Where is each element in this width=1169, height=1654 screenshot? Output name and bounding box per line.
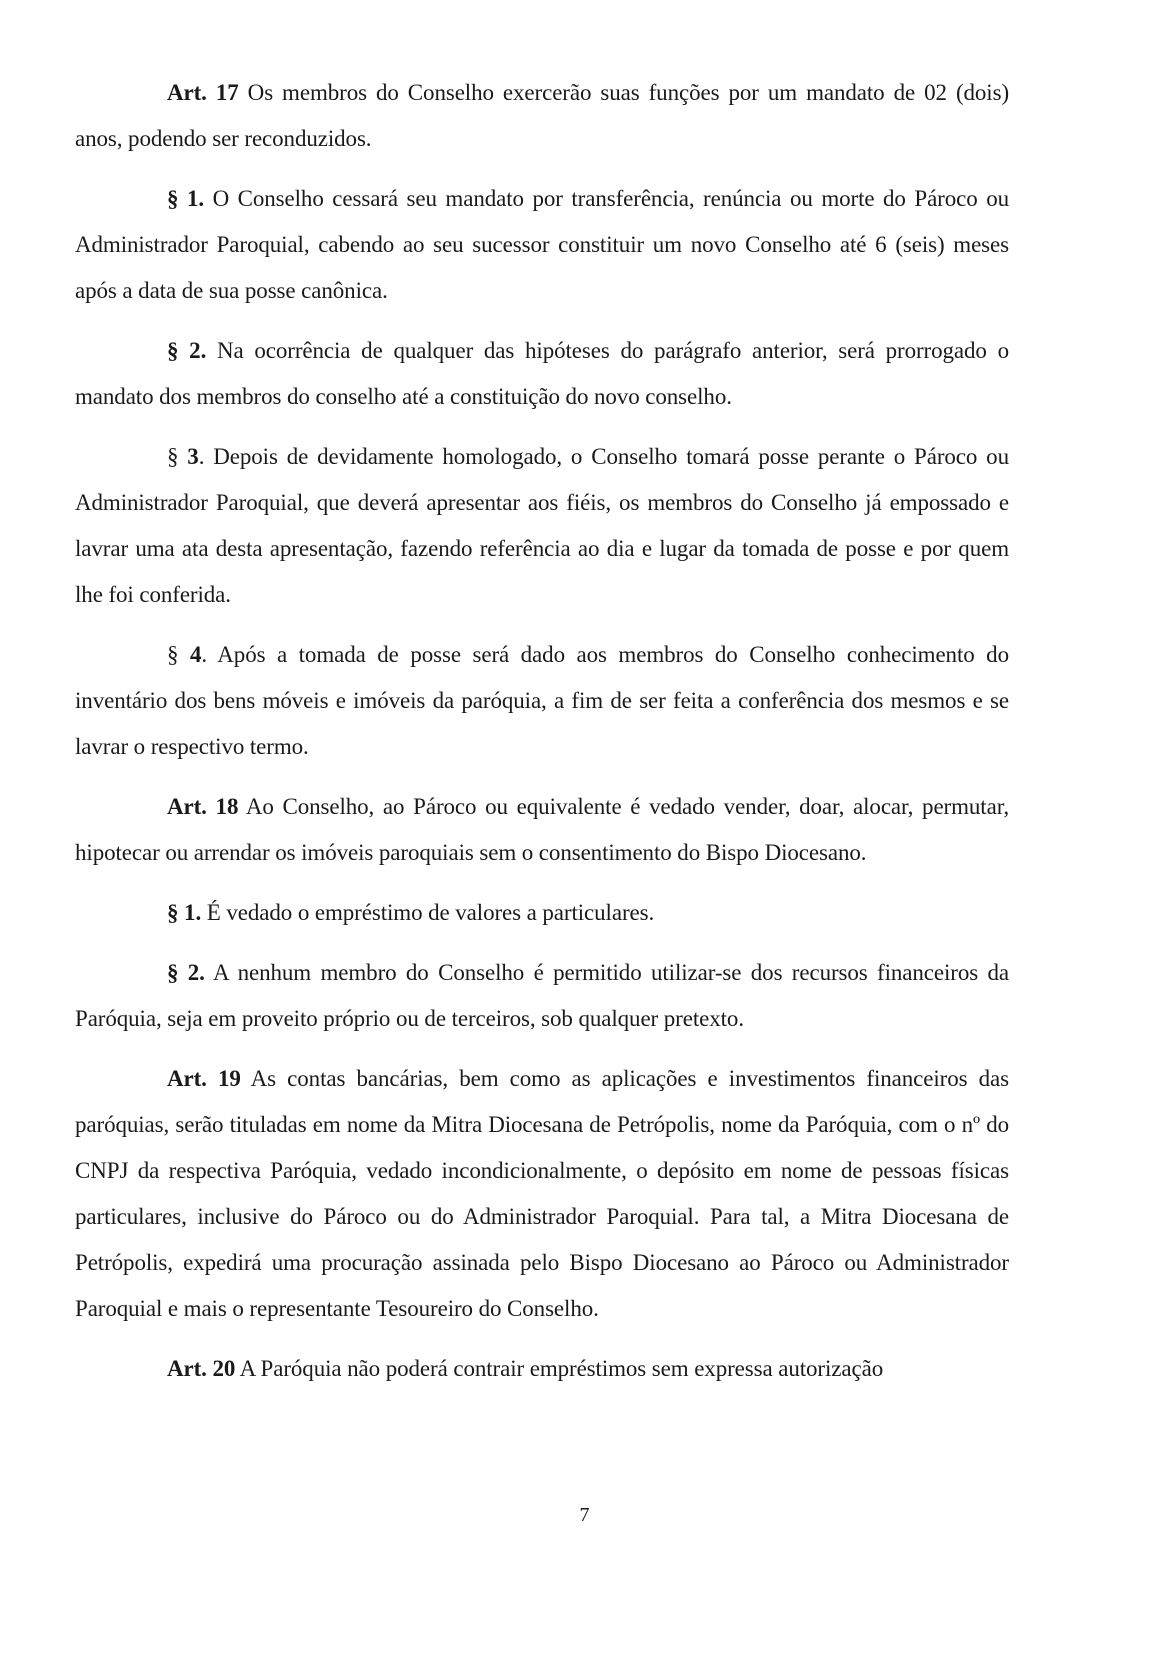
paragraph-text: A nenhum membro do Conselho é permitido utilizar-se dos recursos financeiros da Paróquia, seja em proveito próprio ou de terceiros, sob qualquer pretexto. — [75, 960, 1009, 1031]
article-17-paragraph-1 — [75, 176, 1009, 314]
paragraph-text: . Depois de devidamente homologado, o Conselho tomará posse perante o Pároco ou Administrador Paroquial, que deverá apresentar aos fiéis, os membros do Conselho já empossado e lavrar uma ata desta apresentação, fazendo referência ao dia e lugar da tomada de posse e por quem lhe foi conferida. — [75, 444, 1009, 607]
article-text: A Paróquia não poderá contrair empréstimos sem expressa autorização — [235, 1356, 884, 1381]
article-20 — [75, 1346, 1009, 1392]
paragraph-label: 3 — [187, 444, 199, 469]
article-label: Art. 19 — [167, 1066, 241, 1091]
paragraph-label: § 1. — [167, 186, 205, 211]
article-label: Art. 17 — [167, 80, 239, 105]
paragraph-text: O Conselho cessará seu mandato por transferência, renúncia ou morte do Pároco ou Administrador Paroquial, cabendo ao seu sucessor constituir um novo Conselho até 6 (seis) meses após a data de sua posse canônica. — [75, 186, 1009, 303]
article-18-paragraph-1 — [75, 890, 1009, 936]
paragraph-label: § 2. — [167, 960, 205, 985]
article-18-paragraph-2 — [75, 950, 1009, 1042]
article-text: Os membros do Conselho exercerão suas funções por um mandato de 02 (dois) anos, podendo ser reconduzidos. — [75, 80, 1009, 151]
page-number: 7 — [579, 1504, 590, 1526]
paragraph-label: § 2. — [167, 338, 207, 363]
article-text: Ao Conselho, ao Pároco ou equivalente é vedado vender, doar, alocar, permutar, hipotecar ou arrendar os imóveis paroquiais sem o consentimento do Bispo Diocesano. — [75, 794, 1009, 865]
paragraph-label: 4 — [189, 642, 202, 667]
paragraph-text: É vedado o empréstimo de valores a particulares. — [201, 900, 655, 925]
article-label: Art. 20 — [167, 1356, 236, 1381]
section-symbol: § — [167, 642, 190, 667]
document-page — [75, 70, 1009, 1406]
article-17-paragraph-4 — [75, 632, 1009, 770]
article-19 — [75, 1056, 1009, 1332]
article-label: Art. 18 — [167, 794, 239, 819]
article-18 — [75, 784, 1009, 876]
paragraph-label: § 1. — [167, 900, 202, 925]
article-text: As contas bancárias, bem como as aplicações e investimentos financeiros das paróquias, serão tituladas em nome da Mitra Diocesana de Petrópolis, nome da Paróquia, com o nº do CNPJ da respectiva Paróquia, vedado incondicionalmente, o depósito em nome de pessoas físicas particulares, inclusive do Pároco ou do Administrador Paroquial. Para tal, a Mitra Diocesana de Petrópolis, expedirá uma procuração assinada pelo Bispo Diocesano ao Pároco ou Administrador Paroquial e mais o representante Tesoureiro do Conselho. — [75, 1066, 1009, 1321]
article-17 — [75, 70, 1009, 162]
paragraph-text: . Após a tomada de posse será dado aos membros do Conselho conhecimento do inventário dos bens móveis e imóveis da paróquia, a fim de ser feita a conferência dos mesmos e se lavrar o respectivo termo. — [75, 642, 1009, 759]
article-17-paragraph-2 — [75, 328, 1009, 420]
paragraph-text: Na ocorrência de qualquer das hipóteses do parágrafo anterior, será prorrogado o mandato dos membros do conselho até a constituição do novo conselho. — [75, 338, 1009, 409]
article-17-paragraph-3 — [75, 434, 1009, 618]
section-symbol: § — [167, 444, 188, 469]
